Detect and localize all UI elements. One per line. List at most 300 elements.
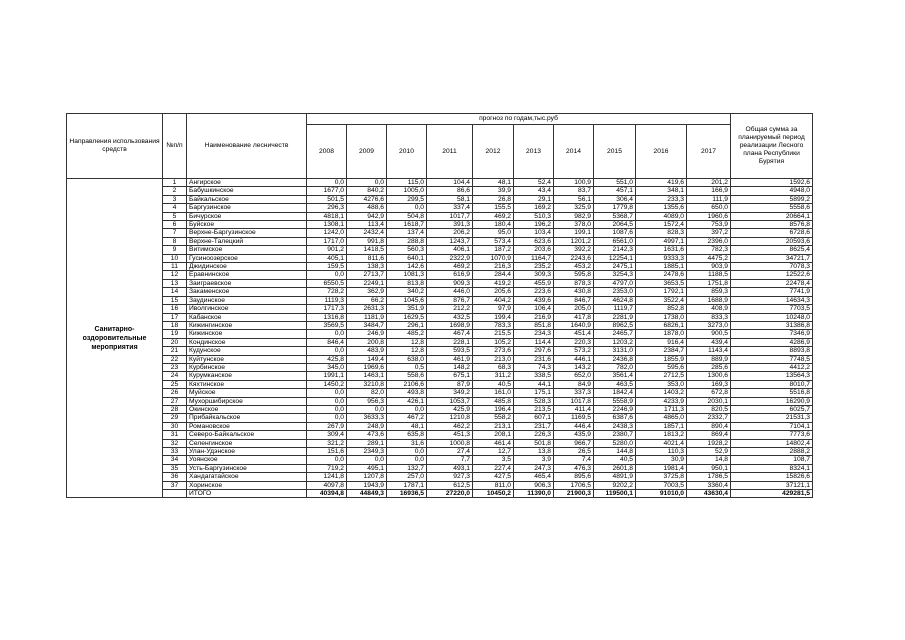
- year-value: 267,9: [307, 422, 347, 430]
- row-number: 16: [163, 305, 187, 313]
- forestry-name: Курбинское: [187, 363, 307, 371]
- year-value: 451,3: [427, 431, 473, 439]
- year-value: 3561,4: [594, 372, 636, 380]
- table-row: [67, 221, 813, 229]
- year-value: 48,1: [387, 422, 427, 430]
- row-total: 22478,4: [731, 279, 813, 287]
- year-value: 6826,1: [636, 321, 687, 329]
- year-value: 1164,7: [514, 254, 554, 262]
- year-value: 0,0: [307, 456, 347, 464]
- table-row: [67, 204, 813, 212]
- row-number: 11: [163, 263, 187, 271]
- table-row: [67, 195, 813, 203]
- year-value: 467,2: [387, 414, 427, 422]
- year-value: 228,1: [427, 338, 473, 346]
- year-value: 103,4: [514, 229, 554, 237]
- row-number: 35: [163, 464, 187, 472]
- forestry-name: Бабушкинское: [187, 187, 307, 195]
- forestry-name: Окинское: [187, 405, 307, 413]
- year-value: 12,8: [387, 347, 427, 355]
- year-value: 113,4: [347, 221, 387, 229]
- row-number: 14: [163, 288, 187, 296]
- year-value: 476,3: [554, 464, 594, 472]
- row-total: 10248,0: [731, 313, 813, 321]
- year-value: 12,7: [473, 448, 514, 456]
- row-total: 7078,3: [731, 263, 813, 271]
- year-value: 473,6: [347, 431, 387, 439]
- total-year-value: 11390,0: [514, 490, 554, 498]
- year-value: 1857,1: [636, 422, 687, 430]
- year-value: 2465,7: [594, 330, 636, 338]
- year-value: 235,2: [514, 263, 554, 271]
- year-value: 1070,9: [473, 254, 514, 262]
- forestry-name: Прибайкальское: [187, 414, 307, 422]
- forestry-name: Баргузинское: [187, 204, 307, 212]
- year-value: 288,8: [387, 237, 427, 245]
- year-value: 1991,1: [307, 372, 347, 380]
- year-value: 1188,5: [687, 271, 731, 279]
- year-value: 337,4: [427, 204, 473, 212]
- year-value: 1698,9: [427, 321, 473, 329]
- year-value: 12,8: [387, 338, 427, 346]
- year-value: 446,4: [554, 422, 594, 430]
- row-total: 7773,6: [731, 431, 813, 439]
- year-value: 1787,1: [387, 481, 427, 489]
- year-value: 0,0: [307, 397, 347, 405]
- row-number: 12: [163, 271, 187, 279]
- year-value: 469,2: [427, 263, 473, 271]
- year-value: 1181,9: [347, 313, 387, 321]
- year-value: 100,9: [554, 179, 594, 187]
- forestry-name: Верхне-Талецкий: [187, 237, 307, 245]
- row-total: 20593,6: [731, 237, 813, 245]
- year-value: 3725,8: [636, 473, 687, 481]
- year-value: 8962,5: [594, 321, 636, 329]
- year-value: 338,5: [514, 372, 554, 380]
- table-row: [67, 279, 813, 287]
- year-value: 982,9: [554, 212, 594, 220]
- table-row: [67, 397, 813, 405]
- year-value: 595,8: [554, 271, 594, 279]
- forestry-name: Усть-Баргузинское: [187, 464, 307, 472]
- row-total: 4948,0: [731, 187, 813, 195]
- row-number: 6: [163, 221, 187, 229]
- year-value: 1631,6: [636, 246, 687, 254]
- year-value: 900,5: [687, 330, 731, 338]
- year-value: 82,0: [347, 389, 387, 397]
- year-value: 84,9: [554, 380, 594, 388]
- row-number: 3: [163, 195, 187, 203]
- year-header: 2016: [636, 125, 687, 179]
- year-value: 31,6: [387, 439, 427, 447]
- year-value: 1241,8: [307, 473, 347, 481]
- year-value: 199,1: [554, 229, 594, 237]
- year-header: 2017: [687, 125, 731, 179]
- year-value: 426,1: [387, 397, 427, 405]
- table-row: [67, 263, 813, 271]
- year-value: 106,4: [514, 305, 554, 313]
- row-total: 15826,6: [731, 473, 813, 481]
- row-total: 5899,2: [731, 195, 813, 203]
- year-value: 309,3: [514, 271, 554, 279]
- table-row: [67, 464, 813, 472]
- year-value: 206,2: [427, 229, 473, 237]
- year-value: 451,4: [554, 330, 594, 338]
- year-value: 284,4: [473, 271, 514, 279]
- year-value: 483,9: [347, 347, 387, 355]
- direction-header: Направления использования средств: [67, 114, 163, 179]
- year-value: 1201,2: [554, 237, 594, 245]
- year-value: 289,1: [347, 439, 387, 447]
- year-value: 353,0: [636, 380, 687, 388]
- blank-cell: [163, 490, 187, 498]
- year-value: 97,9: [473, 305, 514, 313]
- year-value: 3131,0: [594, 347, 636, 355]
- year-value: 345,0: [307, 363, 347, 371]
- row-total: 7346,9: [731, 330, 813, 338]
- year-value: 161,0: [473, 389, 514, 397]
- year-value: 362,9: [347, 288, 387, 296]
- year-value: 4089,0: [636, 212, 687, 220]
- year-value: 29,1: [514, 195, 554, 203]
- table-row: [67, 271, 813, 279]
- year-value: 6550,5: [307, 279, 347, 287]
- table-row: [67, 229, 813, 237]
- total-year-value: 91010,0: [636, 490, 687, 498]
- year-value: 446,0: [427, 288, 473, 296]
- year-value: 1711,3: [636, 405, 687, 413]
- row-number: 24: [163, 372, 187, 380]
- year-value: 635,8: [387, 431, 427, 439]
- total-sum-header: Общая сумма за планируемый период реализации Лесного плана Республики Бурятия: [731, 114, 813, 179]
- forestry-name: Муйское: [187, 389, 307, 397]
- year-value: 419,6: [636, 179, 687, 187]
- year-value: 840,2: [347, 187, 387, 195]
- year-value: 0,0: [307, 405, 347, 413]
- table-body: [67, 179, 813, 498]
- year-value: 205,0: [554, 305, 594, 313]
- year-value: 485,8: [473, 397, 514, 405]
- year-value: 1308,1: [307, 221, 347, 229]
- year-value: 419,2: [473, 279, 514, 287]
- year-value: 573,4: [473, 237, 514, 245]
- year-value: 869,4: [687, 431, 731, 439]
- total-year-value: 119500,1: [594, 490, 636, 498]
- row-number: 37: [163, 481, 187, 489]
- year-value: 783,3: [473, 321, 514, 329]
- year-value: 231,7: [514, 422, 554, 430]
- forestry-name: Уоянское: [187, 456, 307, 464]
- forestry-name: Хоринское: [187, 481, 307, 489]
- year-value: 811,6: [347, 254, 387, 262]
- year-value: 44,1: [514, 380, 554, 388]
- year-value: 501,8: [514, 439, 554, 447]
- year-header: 2009: [347, 125, 387, 179]
- year-value: 247,3: [514, 464, 554, 472]
- forestry-name: Северо-Байкальское: [187, 431, 307, 439]
- table-row: [67, 380, 813, 388]
- year-header: 2011: [427, 125, 473, 179]
- year-value: 1316,8: [307, 313, 347, 321]
- year-value: 3210,8: [347, 380, 387, 388]
- year-value: 675,1: [427, 372, 473, 380]
- year-value: 1813,2: [636, 431, 687, 439]
- year-value: 782,3: [687, 246, 731, 254]
- row-number: 33: [163, 448, 187, 456]
- row-number: 10: [163, 254, 187, 262]
- year-value: 0,0: [387, 448, 427, 456]
- row-number: 29: [163, 414, 187, 422]
- year-value: 2246,9: [594, 405, 636, 413]
- year-value: 4475,2: [687, 254, 731, 262]
- year-value: 1119,7: [594, 305, 636, 313]
- year-value: 110,3: [636, 448, 687, 456]
- forestry-name: Заудинское: [187, 296, 307, 304]
- year-value: 213,0: [473, 355, 514, 363]
- forestry-name: Гусиноозерское: [187, 254, 307, 262]
- year-value: 427,5: [473, 473, 514, 481]
- year-value: 820,5: [687, 405, 731, 413]
- year-value: 1943,9: [347, 481, 387, 489]
- table-row: [67, 179, 813, 187]
- year-value: 213,1: [473, 422, 514, 430]
- forestry-name: Хандагатайское: [187, 473, 307, 481]
- year-value: 1017,7: [427, 212, 473, 220]
- row-total: 8576,8: [731, 221, 813, 229]
- row-number: 36: [163, 473, 187, 481]
- year-value: 14,8: [687, 456, 731, 464]
- row-number: 28: [163, 405, 187, 413]
- total-year-value: 27220,0: [427, 490, 473, 498]
- year-value: 2322,9: [427, 254, 473, 262]
- table-row: [67, 372, 813, 380]
- row-total: 13564,3: [731, 372, 813, 380]
- row-total: 16290,9: [731, 397, 813, 405]
- row-total: 7741,9: [731, 288, 813, 296]
- year-value: 7,4: [554, 456, 594, 464]
- year-value: 43,4: [514, 187, 554, 195]
- year-value: 405,1: [307, 254, 347, 262]
- table-row: [67, 439, 813, 447]
- year-value: 2601,8: [594, 464, 636, 472]
- total-row: [67, 490, 813, 498]
- row-total: 8010,7: [731, 380, 813, 388]
- year-value: 2432,4: [347, 229, 387, 237]
- year-value: 0,0: [307, 330, 347, 338]
- row-total: 6728,6: [731, 229, 813, 237]
- year-value: 1243,7: [427, 237, 473, 245]
- table-row: [67, 481, 813, 489]
- year-value: 212,2: [427, 305, 473, 313]
- year-value: 0,0: [347, 405, 387, 413]
- year-value: 876,7: [427, 296, 473, 304]
- year-value: 3569,5: [307, 321, 347, 329]
- forestry-name: Бичурское: [187, 212, 307, 220]
- year-value: 169,3: [687, 380, 731, 388]
- year-value: 457,1: [594, 187, 636, 195]
- table-row: [67, 389, 813, 397]
- year-value: 39,9: [473, 187, 514, 195]
- row-total: 108,7: [731, 456, 813, 464]
- year-value: 40,5: [594, 456, 636, 464]
- year-value: 1355,6: [636, 204, 687, 212]
- year-value: 166,9: [687, 187, 731, 195]
- forestry-name: Селенгинское: [187, 439, 307, 447]
- year-value: 595,6: [636, 363, 687, 371]
- year-value: 4097,8: [307, 481, 347, 489]
- year-value: 1403,2: [636, 389, 687, 397]
- year-value: 1706,5: [554, 481, 594, 489]
- forestry-name: Иволгинское: [187, 305, 307, 313]
- forestry-name: Верхне-Баргузинское: [187, 229, 307, 237]
- forestry-name: Кудунское: [187, 347, 307, 355]
- row-number: 2: [163, 187, 187, 195]
- year-value: 3273,0: [687, 321, 731, 329]
- row-number: 20: [163, 338, 187, 346]
- year-value: 138,3: [347, 263, 387, 271]
- year-value: 114,4: [514, 338, 554, 346]
- year-value: 196,4: [473, 405, 514, 413]
- forestry-name: Еравнинское: [187, 271, 307, 279]
- grand-total: 429281,5: [731, 490, 813, 498]
- year-value: 2396,0: [687, 237, 731, 245]
- row-number: 21: [163, 347, 187, 355]
- year-value: 1751,8: [687, 279, 731, 287]
- year-value: 234,3: [514, 330, 554, 338]
- forestry-name: Джидинское: [187, 263, 307, 271]
- year-value: 220,3: [554, 338, 594, 346]
- year-value: 485,2: [387, 330, 427, 338]
- table-row: [67, 305, 813, 313]
- year-value: 175,1: [514, 389, 554, 397]
- year-header: 2012: [473, 125, 514, 179]
- row-number: 26: [163, 389, 187, 397]
- year-value: 5280,0: [594, 439, 636, 447]
- row-number: 22: [163, 355, 187, 363]
- year-value: 652,0: [554, 372, 594, 380]
- year-value: 435,9: [554, 431, 594, 439]
- year-value: 1017,8: [554, 397, 594, 405]
- year-value: 2281,9: [594, 313, 636, 321]
- year-value: 411,4: [554, 405, 594, 413]
- year-value: 87,9: [427, 380, 473, 388]
- year-value: 0,0: [307, 179, 347, 187]
- year-header: 2015: [594, 125, 636, 179]
- year-value: 1087,6: [594, 229, 636, 237]
- year-value: 966,7: [554, 439, 594, 447]
- year-value: 782,0: [594, 363, 636, 371]
- year-value: 1786,5: [687, 473, 731, 481]
- year-value: 0,0: [387, 204, 427, 212]
- year-value: 852,8: [636, 305, 687, 313]
- year-value: 439,6: [514, 296, 554, 304]
- year-value: 1792,1: [636, 288, 687, 296]
- year-value: 2438,3: [594, 422, 636, 430]
- year-value: 2106,6: [387, 380, 427, 388]
- year-value: 12254,1: [594, 254, 636, 262]
- year-value: 4891,9: [594, 473, 636, 481]
- year-header: 2014: [554, 125, 594, 179]
- budget-table: [66, 113, 813, 498]
- year-value: 719,2: [307, 464, 347, 472]
- year-value: 461,9: [427, 355, 473, 363]
- table-row: [67, 414, 813, 422]
- year-value: 1572,4: [636, 221, 687, 229]
- year-value: 273,6: [473, 347, 514, 355]
- year-value: 349,2: [427, 389, 473, 397]
- year-value: 813,8: [387, 279, 427, 287]
- row-number: 17: [163, 313, 187, 321]
- forestry-name: Мухоршибирское: [187, 397, 307, 405]
- year-value: 227,4: [473, 464, 514, 472]
- year-value: 7,7: [427, 456, 473, 464]
- year-value: 956,3: [347, 397, 387, 405]
- year-value: 1618,7: [387, 221, 427, 229]
- year-value: 528,3: [514, 397, 554, 405]
- year-value: 201,2: [687, 179, 731, 187]
- table-row: [67, 187, 813, 195]
- year-value: 2243,6: [554, 254, 594, 262]
- year-value: 1969,6: [347, 363, 387, 371]
- year-value: 208,1: [473, 431, 514, 439]
- year-value: 889,9: [687, 355, 731, 363]
- row-number: 7: [163, 229, 187, 237]
- year-value: 13,8: [514, 448, 554, 456]
- year-value: 285,6: [687, 363, 731, 371]
- year-value: 26,5: [554, 448, 594, 456]
- row-number: 4: [163, 204, 187, 212]
- year-value: 846,4: [307, 338, 347, 346]
- year-value: 2631,3: [347, 305, 387, 313]
- row-total: 14634,3: [731, 296, 813, 304]
- year-value: 392,2: [554, 246, 594, 254]
- row-number: 23: [163, 363, 187, 371]
- row-total: 4412,2: [731, 363, 813, 371]
- year-value: 906,3: [514, 481, 554, 489]
- year-value: 425,9: [427, 405, 473, 413]
- year-value: 558,6: [387, 372, 427, 380]
- forestry-name: Буйское: [187, 221, 307, 229]
- year-value: 348,1: [636, 187, 687, 195]
- year-value: 1300,6: [687, 372, 731, 380]
- year-value: 3633,3: [347, 414, 387, 422]
- year-value: 1640,9: [554, 321, 594, 329]
- table-row: [67, 363, 813, 371]
- year-value: 2436,8: [594, 355, 636, 363]
- year-value: 306,4: [594, 195, 636, 203]
- year-value: 504,8: [387, 212, 427, 220]
- year-value: 4021,4: [636, 439, 687, 447]
- row-number: 1: [163, 179, 187, 187]
- year-value: 1045,6: [387, 296, 427, 304]
- year-value: 1242,0: [307, 229, 347, 237]
- year-value: 991,8: [347, 237, 387, 245]
- table-row: [67, 237, 813, 245]
- year-value: 321,2: [307, 439, 347, 447]
- forestry-name: Витимское: [187, 246, 307, 254]
- year-value: 151,6: [307, 448, 347, 456]
- table-row: [67, 288, 813, 296]
- forestry-name: Куйтунское: [187, 355, 307, 363]
- year-value: 0,0: [347, 179, 387, 187]
- year-value: 309,4: [307, 431, 347, 439]
- year-value: 144,8: [594, 448, 636, 456]
- row-number: 31: [163, 431, 187, 439]
- year-value: 216,9: [514, 313, 554, 321]
- year-value: 462,2: [427, 422, 473, 430]
- year-value: 7003,5: [636, 481, 687, 489]
- year-value: 950,1: [687, 464, 731, 472]
